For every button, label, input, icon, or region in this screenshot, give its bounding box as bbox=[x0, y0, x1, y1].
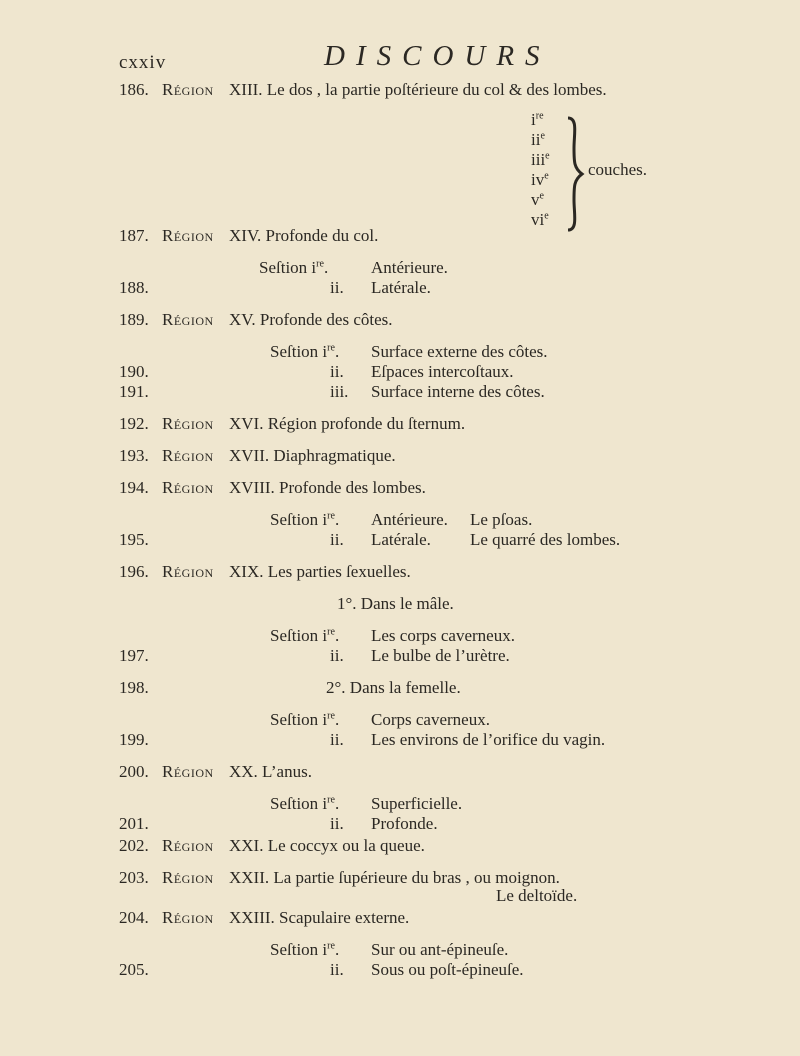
entry-number: 186. bbox=[119, 80, 149, 99]
entry-number: 199. bbox=[119, 730, 149, 749]
section-label: Seſtion $i^{re}$. bbox=[270, 342, 340, 361]
section-text: Les corps caverneux. bbox=[371, 626, 515, 645]
section-label: Seſtion $i^{re}$. bbox=[270, 940, 340, 959]
section-number: ii. bbox=[330, 814, 344, 833]
section-note: Le quarré des lombes. bbox=[470, 530, 621, 549]
region-label: Région bbox=[162, 310, 214, 329]
section-number: ii. bbox=[330, 362, 344, 381]
region-label: Région bbox=[162, 836, 214, 855]
section-note: Le pſoas. bbox=[470, 510, 533, 529]
section-text: Corps caverneux. bbox=[371, 710, 490, 729]
entry-number: 193. bbox=[119, 446, 149, 465]
entry-number: 198. bbox=[119, 678, 149, 697]
section-text: Sous ou poſt-épineuſe. bbox=[371, 960, 524, 979]
section-text: Latérale. bbox=[371, 530, 431, 549]
section-text: Surface externe des côtes. bbox=[371, 342, 548, 361]
section-label: Seſtion $i^{re}$. bbox=[270, 794, 340, 813]
region-label: Région bbox=[162, 446, 214, 465]
section-label: Seſtion $i^{re}$. bbox=[259, 258, 329, 277]
region-title: XIII. Le dos , la partie poſtérieure du col & des lombes. bbox=[229, 80, 607, 99]
entry-number: 202. bbox=[119, 836, 149, 855]
section-text: Superficielle. bbox=[371, 794, 463, 813]
region-label: Région bbox=[162, 414, 214, 433]
entry-number: 188. bbox=[119, 278, 149, 297]
entry-number: 189. bbox=[119, 310, 149, 329]
entry-number: 203. bbox=[119, 868, 149, 887]
region-label: Région bbox=[162, 478, 214, 497]
entry-number: 191. bbox=[119, 382, 149, 401]
region-label: Région bbox=[162, 762, 214, 781]
subheading-male: 1°. Dans le mâle. bbox=[337, 594, 454, 613]
section-number: ii. bbox=[330, 530, 344, 549]
section-label: Seſtion $i^{re}$. bbox=[270, 710, 340, 729]
couches-label: couches. bbox=[588, 160, 648, 179]
section-number: ii. bbox=[330, 730, 344, 749]
section-label: Seſtion $i^{re}$. bbox=[270, 510, 340, 529]
region-note: Le deltoïde. bbox=[496, 886, 578, 905]
region-title: XIV. Profonde du col. bbox=[229, 226, 379, 245]
region-title: XVI. Région profonde du ſternum. bbox=[229, 414, 466, 433]
region-label: Région bbox=[162, 562, 214, 581]
section-text: Latérale. bbox=[371, 278, 431, 297]
layer-2: $ii^e$ bbox=[531, 130, 545, 149]
section-text: Antérieure. bbox=[371, 258, 448, 277]
region-title: XXIII. Scapulaire externe. bbox=[229, 908, 410, 927]
running-title: DISCOURS bbox=[324, 40, 551, 72]
region-title: XIX. Les parties ſexuelles. bbox=[229, 562, 411, 581]
layer-3: iii$^e$ bbox=[531, 150, 550, 169]
entry-number: 197. bbox=[119, 646, 149, 665]
page-number: cxxiv bbox=[119, 52, 167, 73]
section-text: Sur ou ant-épineuſe. bbox=[371, 940, 509, 959]
entry-number: 192. bbox=[119, 414, 149, 433]
region-title: XX. L’anus. bbox=[229, 762, 312, 781]
section-number: ii. bbox=[330, 278, 344, 297]
region-label: Région bbox=[162, 908, 214, 927]
section-number: ii. bbox=[330, 646, 344, 665]
layer-5: $v^e$ bbox=[531, 190, 544, 209]
entry-number: 194. bbox=[119, 478, 149, 497]
region-title: XXI. Le coccyx ou la queue. bbox=[229, 836, 425, 855]
entry-number: 201. bbox=[119, 814, 149, 833]
section-text: Le bulbe de l’urètre. bbox=[371, 646, 510, 665]
region-title: XV. Profonde des côtes. bbox=[229, 310, 393, 329]
region-label: Région bbox=[162, 80, 214, 99]
layer-4: $iv^e$ bbox=[531, 170, 549, 189]
entry-number: 204. bbox=[119, 908, 149, 927]
section-text: Surface interne des côtes. bbox=[371, 382, 545, 401]
section-number: iii. bbox=[330, 382, 349, 401]
entry-number: 190. bbox=[119, 362, 149, 381]
entry-number: 200. bbox=[119, 762, 149, 781]
section-text: Antérieure. bbox=[371, 510, 448, 529]
region-label: Région bbox=[162, 868, 214, 887]
layer-6: $vi^e$ bbox=[531, 210, 549, 229]
region-title: XVIII. Profonde des lombes. bbox=[229, 478, 426, 497]
entry-number: 195. bbox=[119, 530, 149, 549]
region-title: XXII. La partie ſupérieure du bras , ou moignon. bbox=[229, 868, 560, 887]
entry-number: 196. bbox=[119, 562, 149, 581]
entry-number: 205. bbox=[119, 960, 149, 979]
section-text: Profonde. bbox=[371, 814, 438, 833]
subheading-female: 2°. Dans la femelle. bbox=[326, 678, 461, 697]
entry-number: 187. bbox=[119, 226, 149, 245]
region-label: Région bbox=[162, 226, 214, 245]
region-title: XVII. Diaphragmatique. bbox=[229, 446, 396, 465]
section-number: ii. bbox=[330, 960, 344, 979]
section-text: Les environs de l’orifice du vagin. bbox=[371, 730, 606, 749]
layer-1: $i^{re}$ bbox=[531, 110, 544, 129]
section-label: Seſtion $i^{re}$. bbox=[270, 626, 340, 645]
section-text: Eſpaces intercoſtaux. bbox=[371, 362, 514, 381]
curly-brace-icon bbox=[560, 114, 586, 234]
